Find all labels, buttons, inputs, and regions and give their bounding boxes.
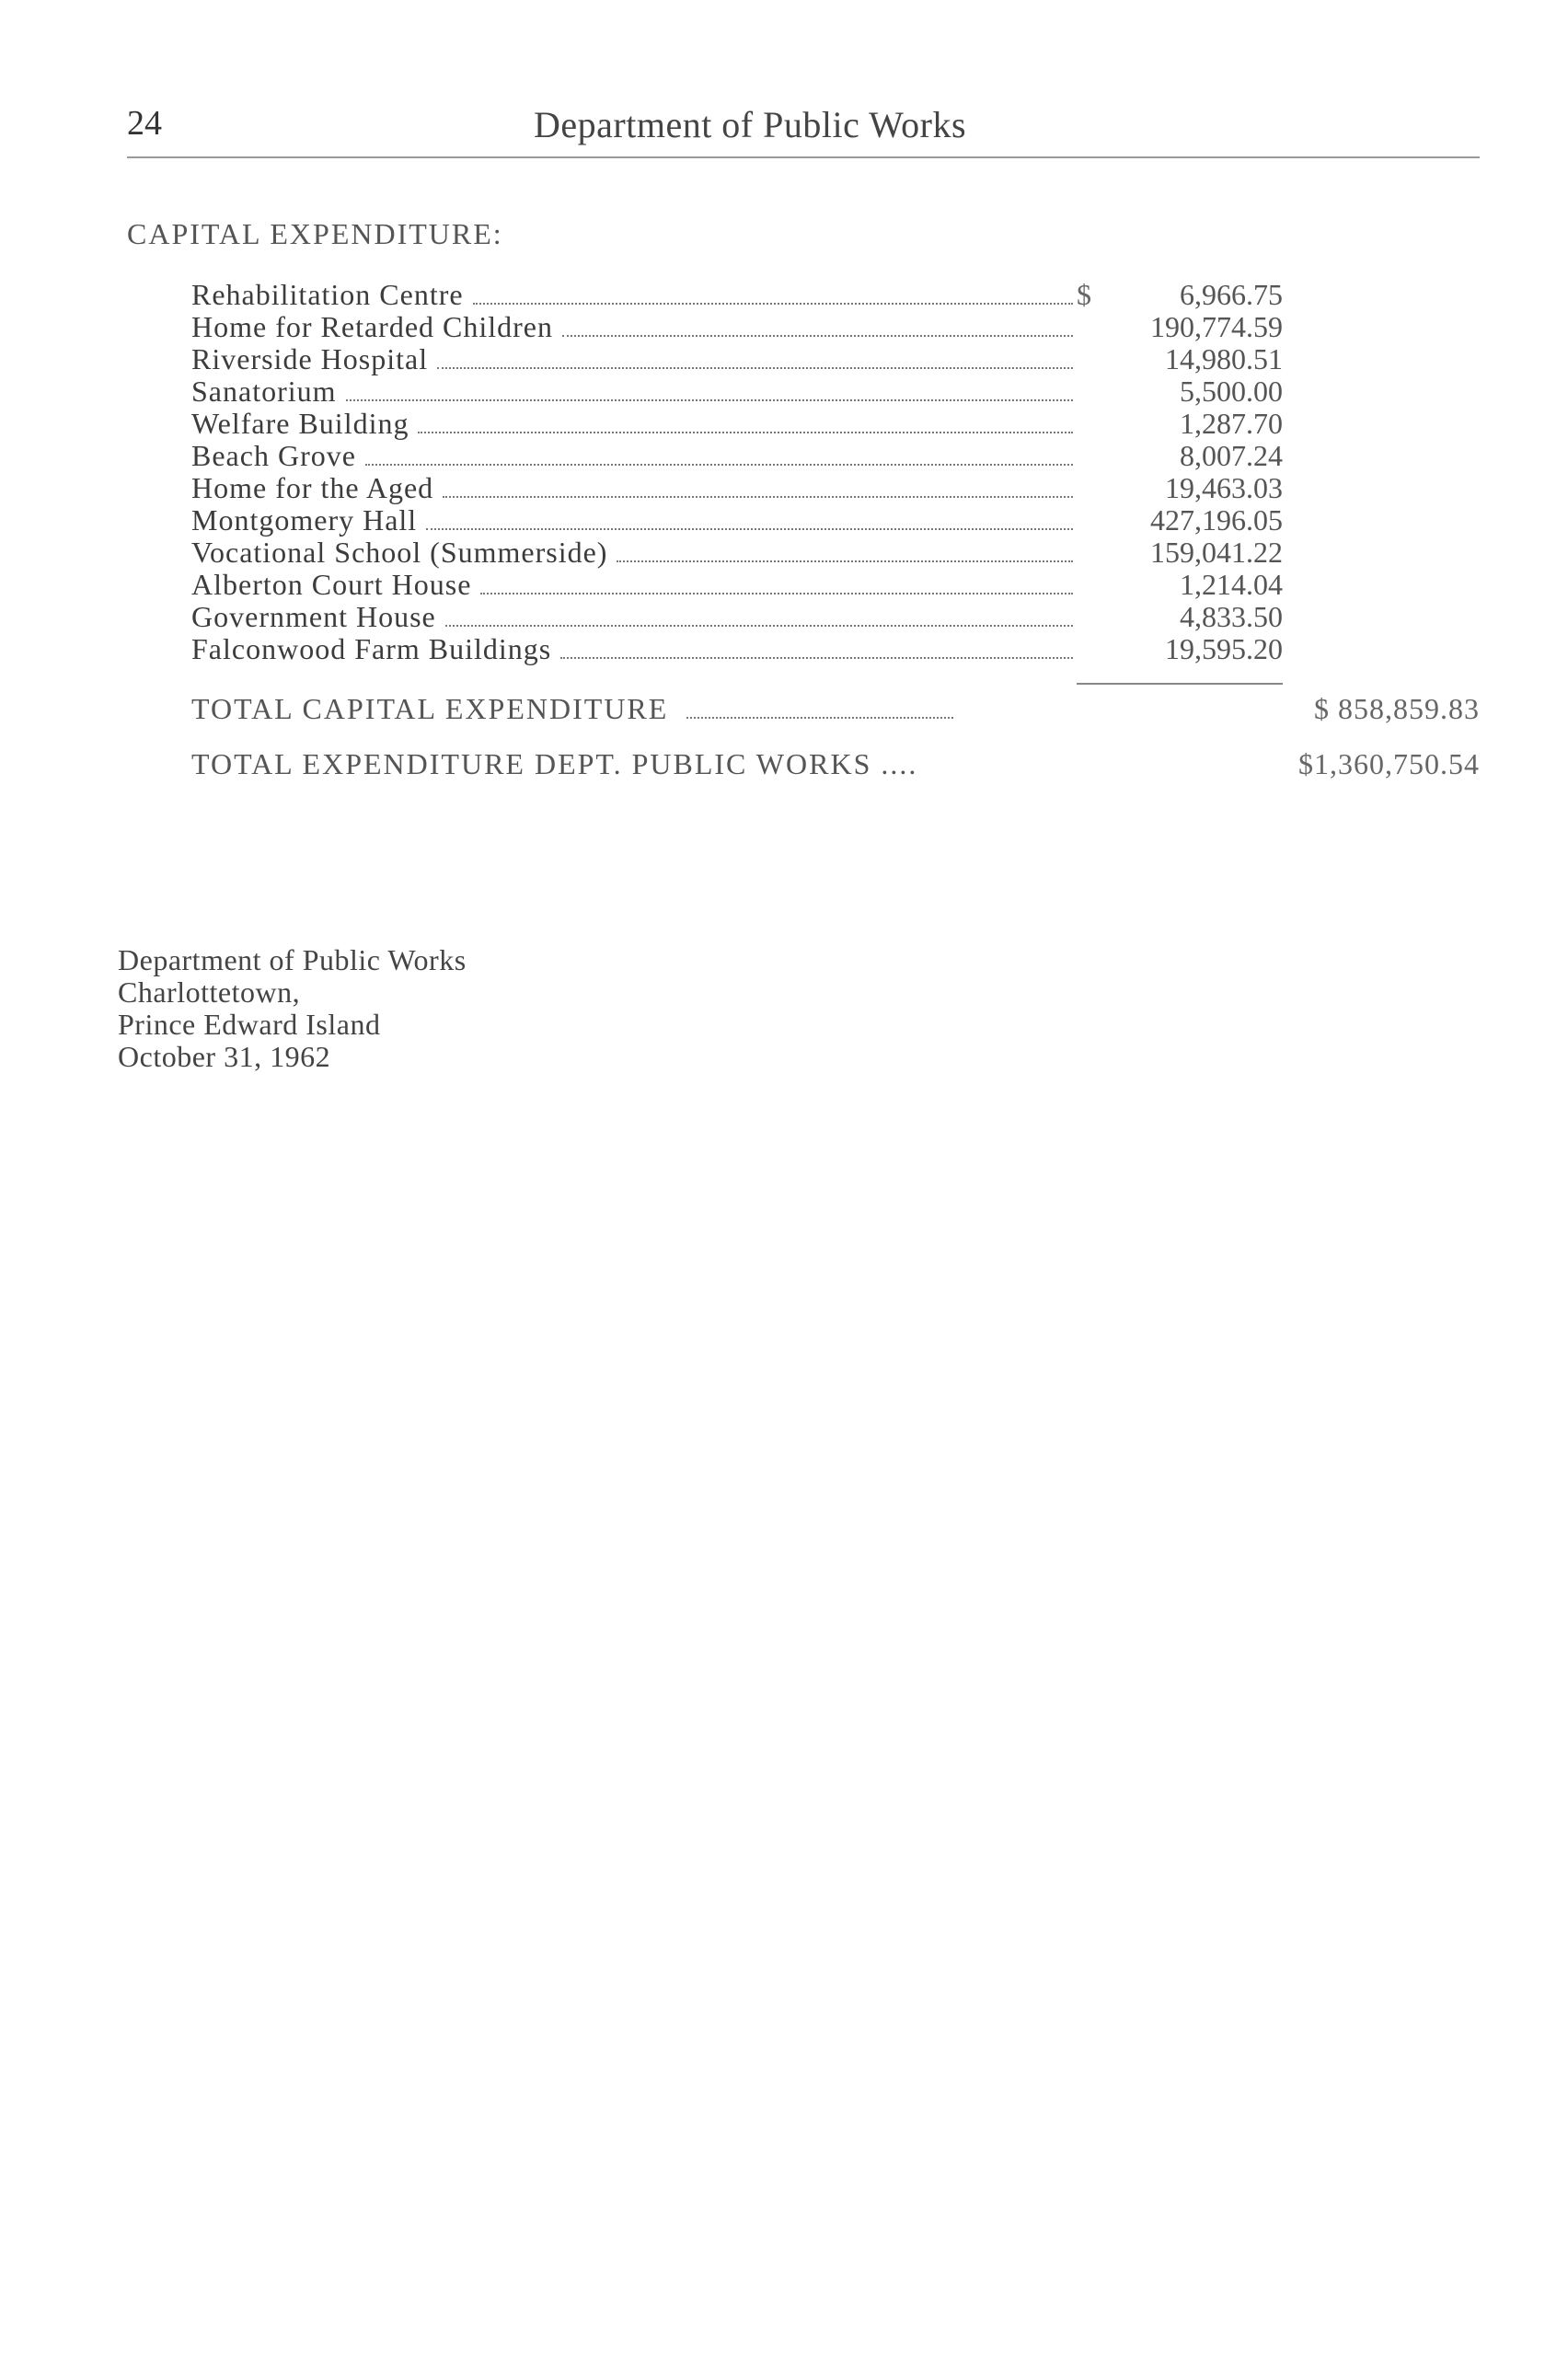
dot-leader — [443, 496, 1073, 498]
signoff-department: Department of Public Works — [118, 943, 467, 976]
total-department-row — [191, 747, 1480, 781]
dot-leader — [346, 399, 1073, 401]
list-item — [191, 537, 1283, 569]
list-item — [191, 311, 1283, 343]
item-label: Falconwood Farm Buildings — [191, 632, 552, 665]
signoff-block — [118, 944, 467, 1073]
list-item — [191, 375, 1283, 408]
item-amount: 4,833.50 — [1180, 600, 1283, 633]
total-department-label: TOTAL EXPENDITURE DEPT. PUBLIC WORKS .... — [191, 747, 918, 780]
dot-leader — [445, 625, 1073, 627]
item-amount: 14,980.51 — [1165, 342, 1283, 375]
item-label: Montgomery Hall — [191, 503, 418, 537]
item-label: Alberton Court House — [191, 568, 472, 601]
item-label: Welfare Building — [191, 407, 409, 440]
subtotal-rule — [1077, 683, 1283, 685]
item-label: Government House — [191, 600, 436, 633]
item-label: Riverside Hospital — [191, 342, 429, 375]
item-amount: 427,196.05 — [1150, 503, 1283, 537]
item-amount: 19,463.03 — [1165, 471, 1283, 504]
list-item — [191, 408, 1283, 440]
total-capital-label: TOTAL CAPITAL EXPENDITURE — [191, 692, 669, 725]
running-title: Department of Public Works — [534, 104, 967, 145]
dot-leader — [418, 432, 1073, 433]
item-amount: 1,214.04 — [1180, 568, 1283, 601]
item-label: Home for Retarded Children — [191, 310, 553, 343]
item-amount: 190,774.59 — [1150, 310, 1283, 343]
list-item — [191, 279, 1283, 311]
dot-leader — [480, 593, 1073, 594]
list-item — [191, 633, 1283, 665]
item-label: Rehabilitation Centre — [191, 278, 464, 311]
list-item — [191, 601, 1283, 633]
item-amount: 8,007.24 — [1180, 439, 1283, 472]
dot-leader — [686, 717, 953, 719]
list-item — [191, 504, 1283, 537]
item-label: Vocational School (Summerside) — [191, 536, 608, 569]
list-item — [191, 569, 1283, 601]
section-heading: CAPITAL EXPENDITURE: — [127, 217, 503, 250]
dot-leader — [437, 367, 1073, 369]
header-rule — [127, 156, 1480, 158]
total-capital-amount: $ 858,859.83 — [1314, 692, 1480, 725]
list-item — [191, 440, 1283, 472]
item-amount: 5,500.00 — [1180, 375, 1283, 408]
dot-leader — [562, 335, 1073, 337]
total-department-amount: $1,360,750.54 — [1298, 747, 1480, 780]
dot-leader — [617, 560, 1073, 562]
item-amount: 159,041.22 — [1150, 536, 1283, 569]
list-item — [191, 343, 1283, 375]
currency-symbol: $ — [1077, 278, 1091, 311]
signoff-date: October 31, 1962 — [118, 1040, 331, 1073]
list-item — [191, 472, 1283, 504]
item-amount: 19,595.20 — [1165, 632, 1283, 665]
item-amount: 6,966.75 — [1180, 278, 1283, 311]
page-number: 24 — [127, 104, 162, 143]
signoff-city: Charlottetown, — [118, 975, 301, 1009]
item-label: Beach Grove — [191, 439, 356, 472]
dot-leader — [365, 464, 1073, 466]
item-label: Home for the Aged — [191, 471, 434, 504]
item-label: Sanatorium — [191, 375, 337, 408]
dot-leader — [473, 303, 1073, 305]
item-amount: 1,287.70 — [1180, 407, 1283, 440]
dot-leader — [560, 657, 1073, 659]
dot-leader — [426, 528, 1073, 530]
total-capital-row — [191, 692, 1480, 727]
expenditure-list — [191, 279, 1283, 665]
signoff-province: Prince Edward Island — [118, 1008, 381, 1041]
